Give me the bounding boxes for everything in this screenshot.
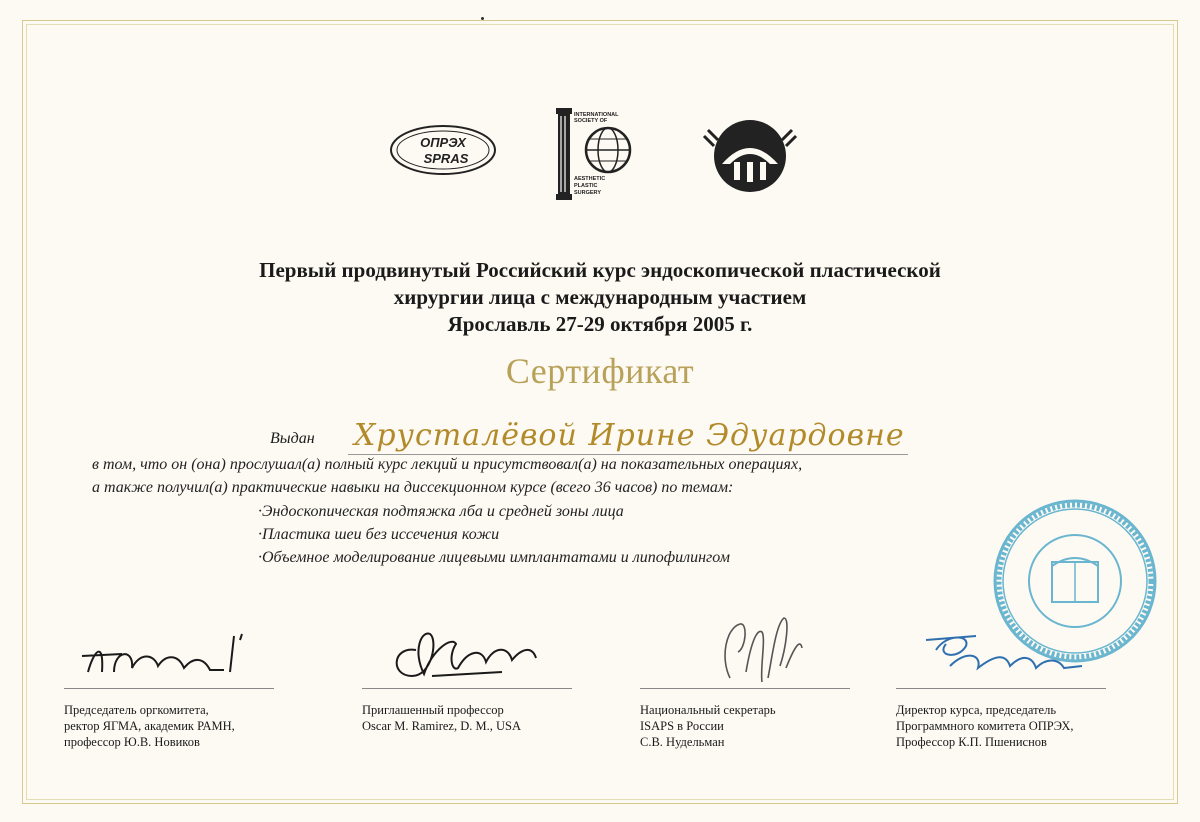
svg-text:ОПРЭХ: ОПРЭХ: [420, 135, 466, 150]
topic-item: ·Эндоскопическая подтяжка лба и средней зоны лица: [258, 503, 624, 520]
svg-text:INTERNATIONAL: INTERNATIONAL: [574, 112, 619, 118]
topic-item: ·Пластика шеи без иссечения кожи: [258, 526, 500, 543]
recipient-underline: [348, 454, 908, 455]
signatory-line-2: ректор ЯГМА, академик РАМН,: [64, 719, 235, 733]
signature-line: [64, 688, 274, 689]
signatory-caption: [362, 702, 521, 734]
signatory-caption: [64, 702, 235, 750]
signatory-line-2: Программного комитета ОПРЭХ,: [896, 719, 1074, 733]
issued-row: [270, 418, 910, 458]
handwritten-signature: [74, 610, 274, 690]
signature-line: [640, 688, 850, 689]
issued-label: Выдан: [270, 430, 315, 447]
handwritten-signature: [906, 610, 1106, 690]
svg-text:SPRAS: SPRAS: [423, 151, 469, 166]
recipient-name: Хрусталёвой Ирине Эдуардовне: [354, 418, 905, 453]
signatory-caption: [896, 702, 1074, 750]
handwritten-signature: [372, 610, 572, 690]
course-heading-line-2: хирургии лица с международным участием: [393, 285, 807, 309]
signatory-block: [362, 610, 602, 770]
opras-logo: [388, 120, 498, 180]
svg-text:AESTHETIC: AESTHETIC: [574, 176, 606, 182]
signatory-block: [64, 610, 304, 770]
signatory-block: [896, 610, 1136, 770]
signature-line: [362, 688, 572, 689]
topic-item: ·Объемное моделирование лицевыми имплантатами и липофилингом: [258, 549, 730, 566]
course-heading-line-3: Ярославль 27-29 октября 2005 г.: [447, 312, 753, 336]
signatory-line-1: Председатель оргкомитета,: [64, 703, 209, 717]
punch-dot: [481, 17, 484, 20]
handwritten-signature: [650, 600, 850, 696]
logo-row: [380, 108, 820, 208]
body-text-line-2: а также получил(а) практические навыки на диссекционном курсе (всего 36 часов) по темам:: [92, 479, 734, 496]
svg-text:PLASTIC: PLASTIC: [574, 183, 598, 189]
signatory-line-2: ISAPS в России: [640, 719, 724, 733]
signatory-line-3: профессор Ю.В. Новиков: [64, 735, 200, 749]
svg-text:SOCIETY OF: SOCIETY OF: [574, 118, 608, 124]
ygma-logo: [700, 112, 800, 198]
signatory-caption: [640, 702, 776, 750]
isaps-logo: [556, 108, 656, 200]
course-heading-line-1: Первый продвинутый Российский курс эндоскопической пластической: [259, 258, 941, 282]
signatory-line-1: Директор курса, председатель: [896, 703, 1057, 717]
signatory-line-2: Oscar M. Ramirez, D. M., USA: [362, 719, 522, 733]
body-text-line-1: в том, что он (она) прослушал(а) полный курс лекций и присутствовал(а) на показательных операциях,: [92, 456, 803, 473]
certificate-title: Сертификат: [505, 351, 695, 391]
signature-line: [896, 688, 1106, 689]
signatory-line-1: Национальный секретарь: [640, 703, 776, 717]
signatory-block: [640, 610, 880, 770]
signatory-line-3: С.В. Нудельман: [640, 735, 725, 749]
svg-text:SURGERY: SURGERY: [574, 190, 601, 196]
signatory-line-1: Приглашенный профессор: [362, 703, 504, 717]
signatory-line-3: Профессор К.П. Пшениснов: [896, 735, 1047, 749]
